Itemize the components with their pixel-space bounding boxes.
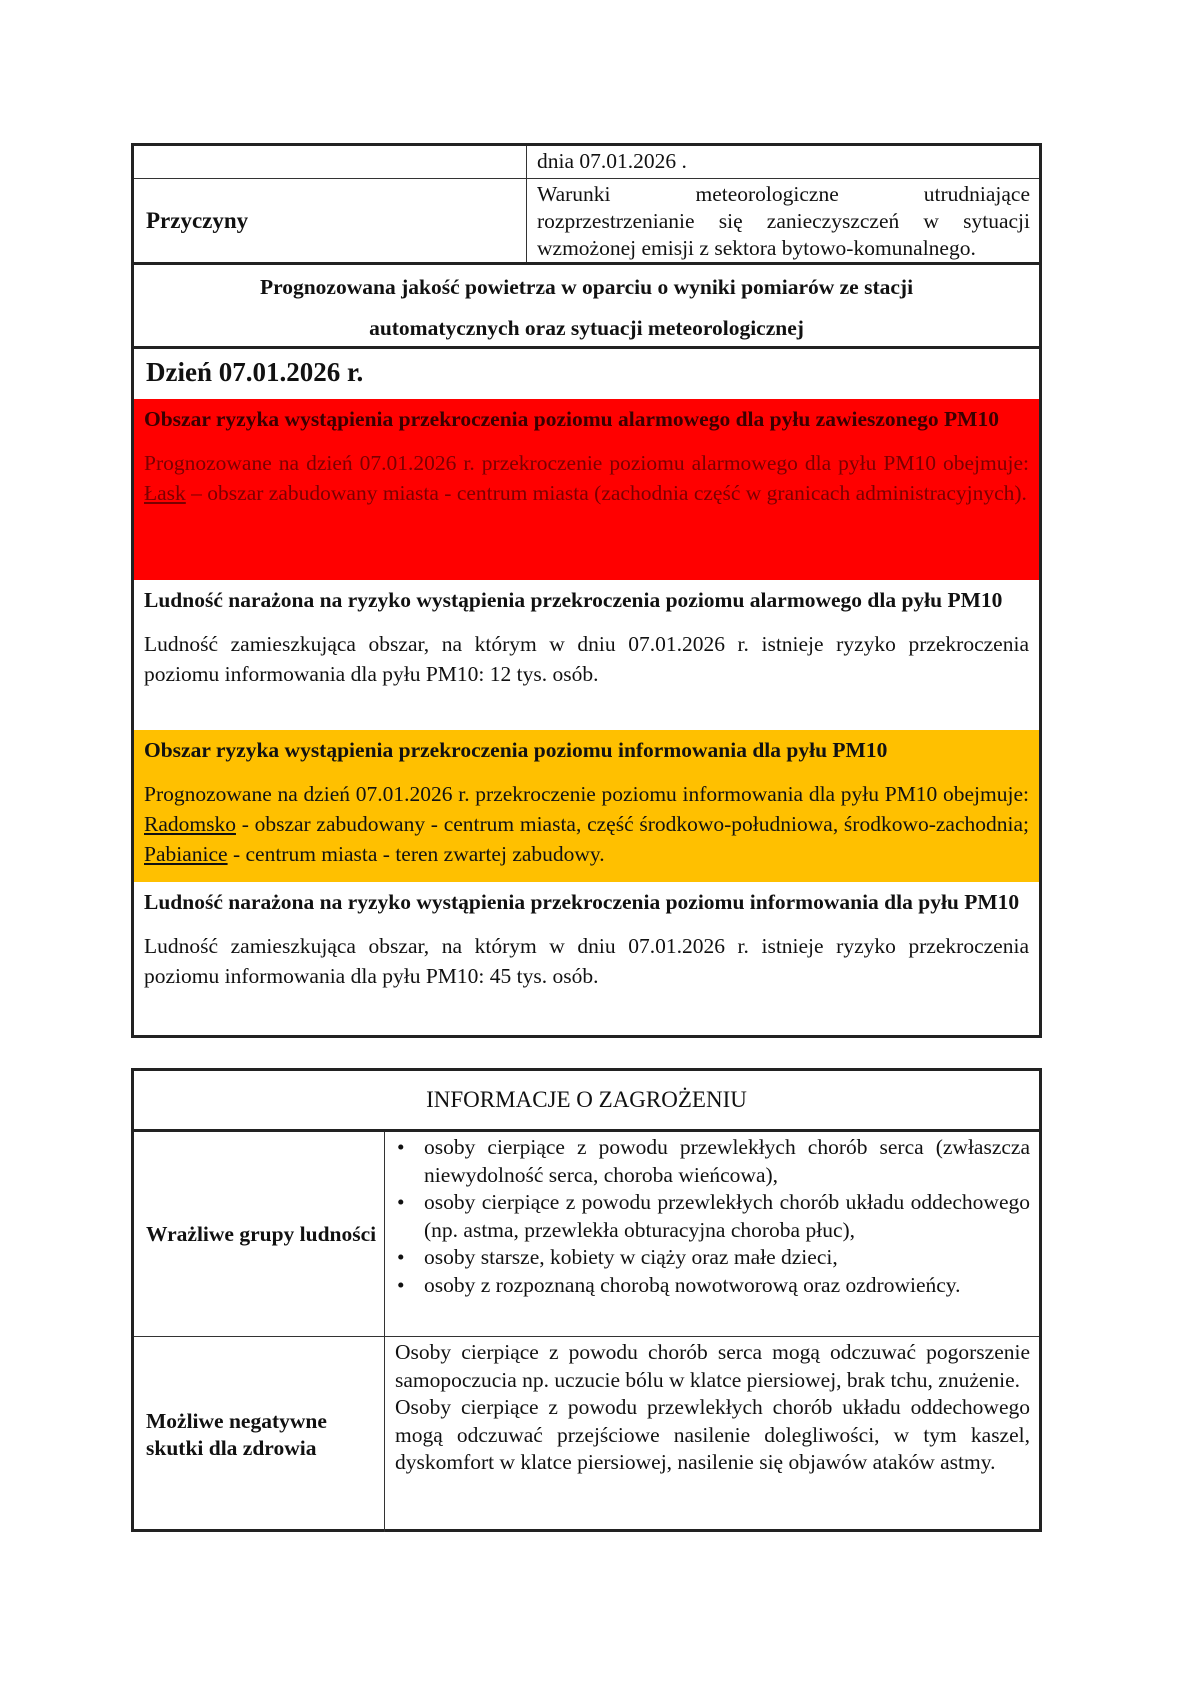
info-body-prefix: Prognozowane na dzień 07.01.2026 r. przekroczenie poziomu informowania dla pyłu PM10 obejmuje: <box>144 782 1029 806</box>
forecast-title-line2: automatycznych oraz sytuacji meteorologicznej <box>369 316 804 340</box>
alarm-population-heading: Ludność narażona na ryzyko wystąpienia przekroczenia poziomu alarmowego dla pyłu PM10 <box>144 588 1003 612</box>
causes-value-line1: Warunki meteorologiczne utrudniające <box>537 182 1030 206</box>
sensitive-groups-row <box>134 1129 1039 1336</box>
place-radomsko: Radomsko <box>144 812 236 836</box>
info-population-body: Ludność zamieszkująca obszar, na którym w dniu 07.01.2026 r. istnieje ryzyko przekroczenia poziomu informowania dla pyłu PM10: 45 tys. osób. <box>144 934 1029 988</box>
causes-value <box>528 179 1039 262</box>
alarm-body-suffix: – obszar zabudowany miasta - centrum miasta (zachodnia część w granicach administracyjnych). <box>185 481 1027 505</box>
date-row <box>134 146 1039 178</box>
list-item: • osoby cierpiące z powodu przewlekłych chorób układu oddechowego (np. astma, przewlekła obturacyjna choroba płuc), <box>395 1189 1030 1244</box>
date-row-label <box>134 146 527 178</box>
list-item: • osoby starsze, kobiety w ciąży oraz małe dzieci, <box>395 1244 1030 1272</box>
list-item: • osoby cierpiące z powodu przewlekłych chorób serca (zwłaszcza niewydolność serca, choroba wieńcowa), <box>395 1134 1030 1189</box>
place-pabianice: Pabianice <box>144 842 228 866</box>
info-area-heading: Obszar ryzyka wystąpienia przekroczenia poziomu informowania dla pyłu PM10 <box>144 738 888 762</box>
health-effects-paragraph: Osoby cierpiące z powodu przewlekłych chorób układu oddechowego mogą odczuwać przejściowe nasilenie dolegliwości, w tym kaszel, dyskomfort w klatce piersiowej, nasilenie się objawów ataków astmy. <box>395 1395 1030 1474</box>
threat-info-table <box>131 1068 1042 1532</box>
info-body-mid: - obszar zabudowany - centrum miasta, część środkowo-południowa, środkowo-zachodnia; <box>235 812 1029 836</box>
forecast-table <box>131 143 1042 1038</box>
health-effects-text-cell <box>386 1337 1039 1532</box>
date-row-value: dnia 07.01.2026 . <box>537 149 687 173</box>
list-item: • osoby z rozpoznaną chorobą nowotworową oraz ozdrowieńcy. <box>395 1272 1030 1300</box>
sensitive-groups-list-cell <box>386 1132 1039 1336</box>
health-effects-paragraph: Osoby cierpiące z powodu chorób serca mogą odczuwać pogorszenie samopoczucia np. uczucie bólu w klatce piersiowej, brak tchu, znużenie. <box>395 1340 1030 1392</box>
info-population-heading: Ludność narażona na ryzyko wystąpienia przekroczenia poziomu informowania dla pyłu PM10 <box>144 890 1020 914</box>
sensitive-groups-label: Wrażliwe grupy ludności <box>134 1132 385 1336</box>
info-area-body <box>144 779 1029 869</box>
health-effects-row <box>134 1336 1039 1532</box>
alarm-area-heading: Obszar ryzyka wystąpienia przekroczenia poziomu alarmowego dla pyłu zawieszonego PM10 <box>144 407 999 431</box>
place-lask: Łask <box>144 481 186 505</box>
causes-row <box>134 178 1039 262</box>
health-effects-label: Możliwe negatywne skutki dla zdrowia <box>134 1337 385 1532</box>
forecast-title-line1: Prognozowana jakość powietrza w oparciu o wyniki pomiarów ze stacji <box>259 275 914 299</box>
causes-value-rest: rozprzestrzenianie się zanieczyszczeń w sytuacji wzmożonej emisji z sektora bytowo-komunalnego. <box>537 209 1030 260</box>
threat-info-title: INFORMACJE O ZAGROŻENIU <box>426 1087 747 1112</box>
alarm-population-body: Ludność zamieszkująca obszar, na którym w dniu 07.01.2026 r. istnieje ryzyko przekroczenia poziomu informowania dla pyłu PM10: 12 tys. osób. <box>144 632 1029 686</box>
forecast-title <box>134 262 1039 346</box>
info-population-section <box>134 882 1039 1032</box>
alarm-population-section <box>134 580 1039 730</box>
day-heading: Dzień 07.01.2026 r. <box>134 346 1039 399</box>
info-area-section <box>134 730 1039 882</box>
causes-label: Przyczyny <box>134 179 527 262</box>
info-body-suffix: - centrum miasta - teren zwartej zabudowy. <box>227 842 605 866</box>
sensitive-groups-list <box>395 1134 1030 1299</box>
alarm-area-section <box>134 399 1039 580</box>
alarm-area-body <box>144 448 1029 508</box>
alarm-body-prefix: Prognozowane na dzień 07.01.2026 r. przekroczenie poziomu alarmowego dla pyłu PM10 obejmuje: <box>144 451 1029 475</box>
